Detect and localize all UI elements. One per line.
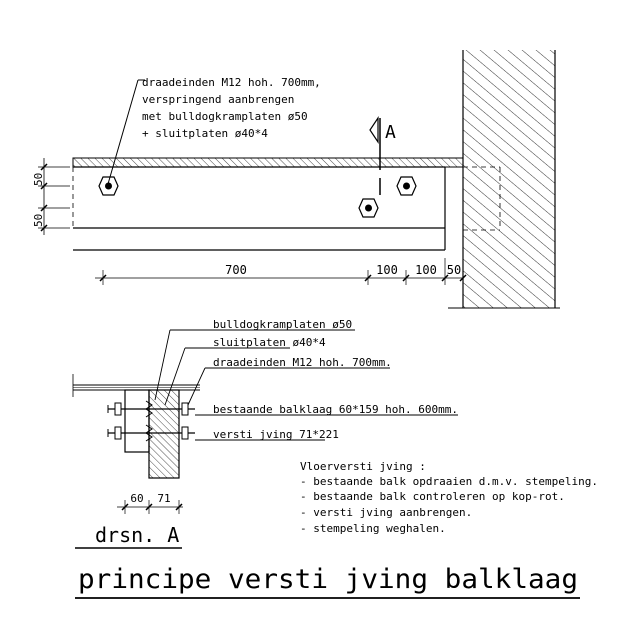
- dim-71: 71: [157, 492, 171, 505]
- dim-700: 700: [225, 263, 247, 277]
- horizontal-dimension: [95, 258, 466, 285]
- section-label-verstijving: versti jving 71*221: [213, 428, 339, 441]
- notes-block: [300, 460, 598, 535]
- section-label-balklaag: bestaande balklaag 60*159 hoh. 600mm.: [213, 403, 459, 416]
- note-item-2: - bestaande balk controleren op kop-rot.: [300, 490, 565, 503]
- drawing-title: principe versti jving balklaag: [78, 564, 578, 595]
- note-item-1: - bestaande balk opdraaien d.m.v. stempeling.: [300, 475, 599, 488]
- section-reinforcement: [149, 390, 179, 478]
- dim-50: 50: [446, 263, 462, 277]
- drawing-title-group: [75, 564, 580, 598]
- top-view: [32, 50, 560, 308]
- bolt-3: [397, 177, 416, 195]
- notes-heading: Vloerversti jving :: [300, 460, 426, 473]
- bolt-annotation: [108, 76, 321, 184]
- section-leaders: [155, 318, 458, 441]
- section-title: drsn. A: [95, 523, 180, 547]
- annotation-line-4: + sluitplaten ø40*4: [142, 127, 268, 140]
- note-item-4: - stempeling weghalen.: [300, 522, 446, 535]
- section-label-bulldog: bulldogkramplaten ø50: [213, 318, 353, 331]
- section-dimension: [117, 492, 183, 514]
- bolt-1: [99, 177, 118, 195]
- dim-vertical-2: 50: [32, 213, 45, 227]
- note-item-3: - versti jving aanbrengen.: [300, 506, 473, 519]
- reinforcement-beam: [73, 167, 445, 250]
- section-existing-joist: [125, 390, 149, 452]
- floor-boards: [73, 158, 463, 167]
- section-title-group: [75, 523, 182, 548]
- dim-vertical-1: 50: [32, 172, 45, 186]
- annotation-line-3: met bulldogkramplaten ø50: [142, 110, 308, 123]
- section-label-sluitplaten: sluitplaten ø40*4: [213, 336, 326, 349]
- section-label-draadeinden: draadeinden M12 hoh. 700mm.: [213, 356, 392, 369]
- section-marker-label: A: [385, 122, 396, 143]
- dim-100-a: 100: [376, 263, 398, 277]
- bolt-2: [359, 199, 378, 217]
- annotation-line-2: verspringend aanbrengen: [142, 93, 295, 106]
- vertical-dimension: [32, 158, 70, 235]
- dim-100-b: 100: [415, 263, 437, 277]
- section-marker: [370, 118, 396, 195]
- annotation-line-1: draadeinden M12 hoh. 700mm,: [142, 76, 321, 89]
- dim-60: 60: [130, 492, 144, 505]
- existing-joist: [73, 167, 500, 230]
- masonry-wall: [448, 50, 560, 308]
